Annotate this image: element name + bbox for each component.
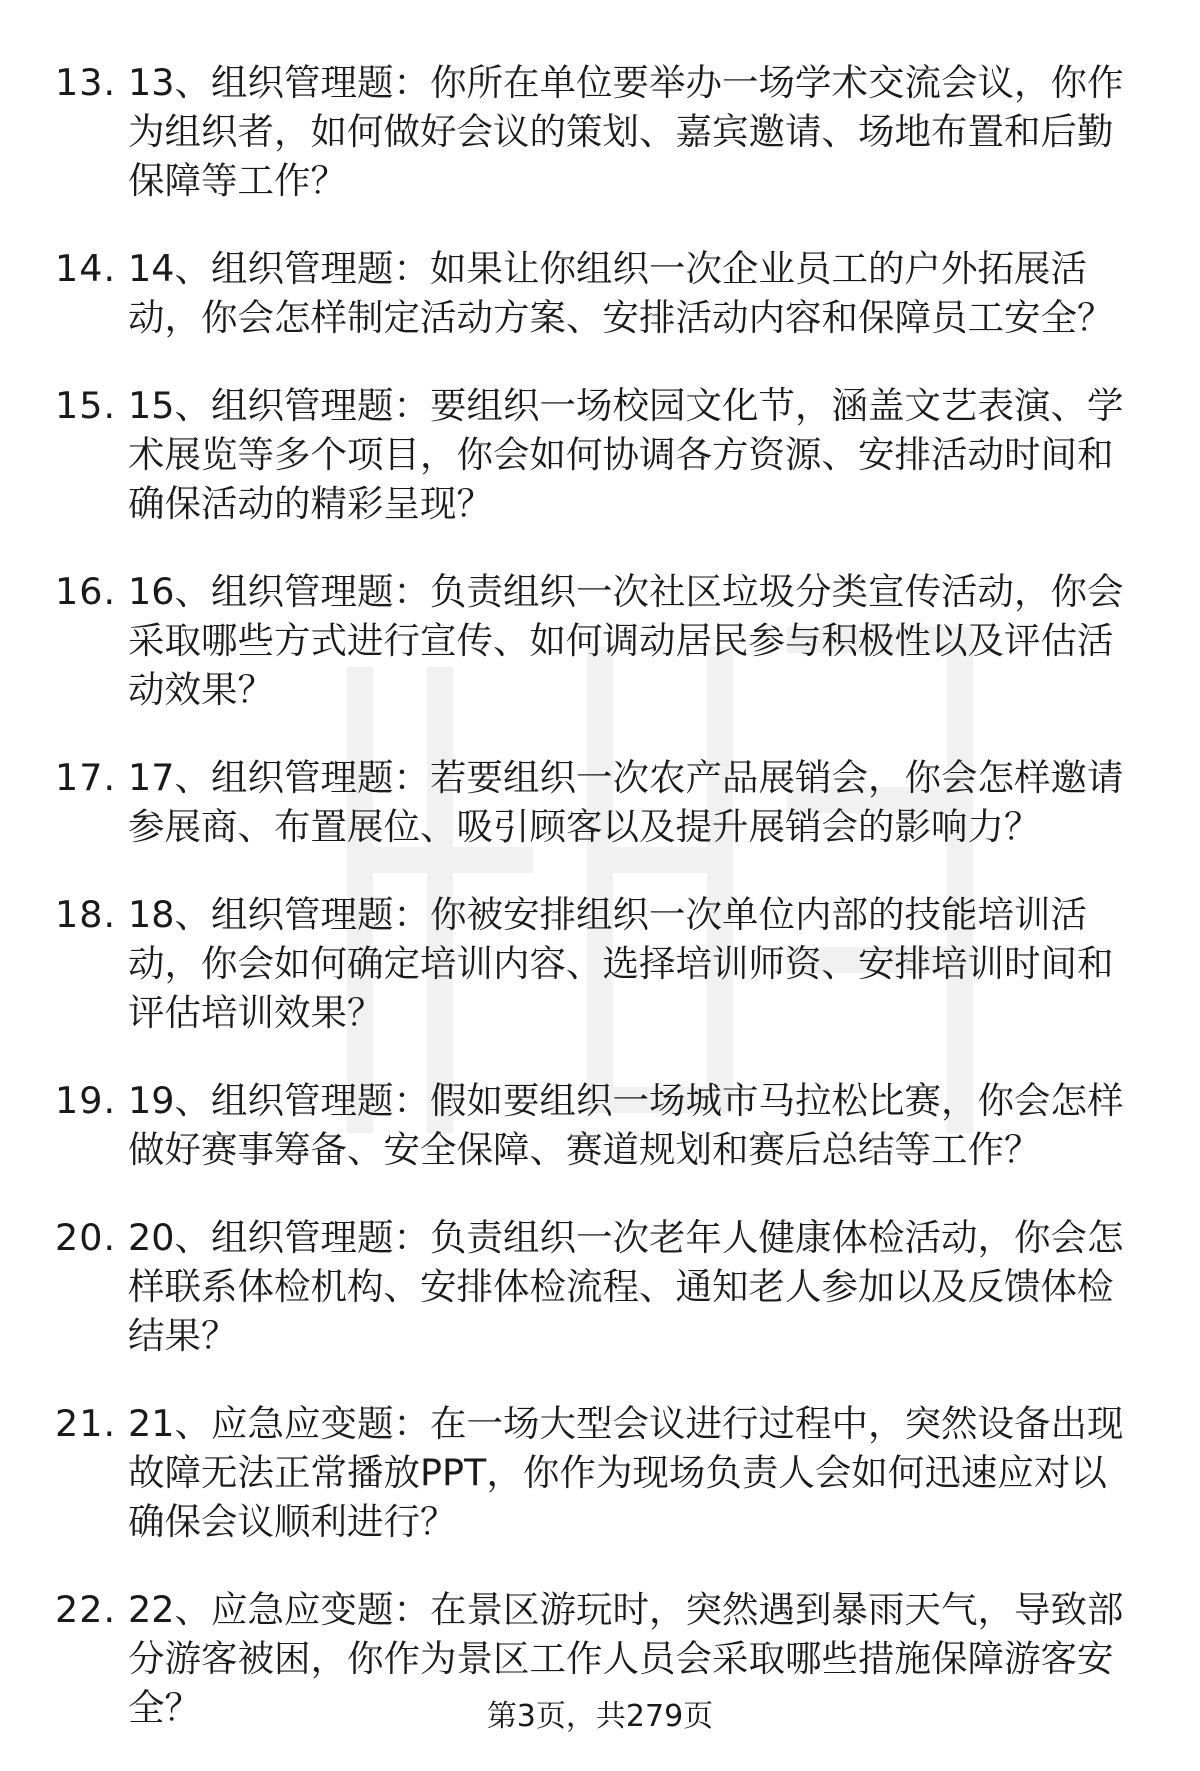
question-item — [0, 244, 1200, 342]
question-number: 22. — [55, 1588, 117, 1631]
question-text: 18、组织管理题：你被安排组织一次单位内部的技能培训活动，你会如何确定培训内容、选择培训师资、安排培训时间和评估培训效果？ — [128, 893, 1114, 1034]
question-text: 14、组织管理题：如果让你组织一次企业员工的户外拓展活动，你会怎样制定活动方案、安排活动内容和保障员工安全？ — [128, 247, 1114, 339]
question-number: 21. — [55, 1402, 117, 1445]
question-number: 16. — [55, 570, 117, 613]
question-item — [0, 890, 1200, 1037]
question-text: 22、应急应变题：在景区游玩时，突然遇到暴雨天气，导致部分游客被困，你作为景区工作人员会采取哪些措施保障游客安全？ — [128, 1588, 1124, 1729]
question-text: 13、组织管理题：你所在单位要举办一场学术交流会议，你作为组织者，如何做好会议的策划、嘉宾邀请、场地布置和后勤保障等工作？ — [128, 61, 1124, 202]
question-item — [0, 1213, 1200, 1360]
question-item — [0, 1399, 1200, 1546]
question-number: 19. — [55, 1079, 117, 1122]
question-item — [0, 1076, 1200, 1174]
question-text: 17、组织管理题：若要组织一次农产品展销会，你会怎样邀请参展商、布置展位、吸引顾客以及提升展销会的影响力？ — [128, 756, 1124, 848]
question-number: 18. — [55, 893, 117, 936]
page-footer: 第3页，共279页 — [486, 1699, 714, 1734]
question-text: 16、组织管理题：负责组织一次社区垃圾分类宣传活动，你会采取哪些方式进行宣传、如何调动居民参与积极性以及评估活动效果？ — [128, 570, 1124, 711]
question-number: 20. — [55, 1216, 117, 1259]
question-number: 13. — [55, 61, 117, 104]
question-item — [0, 58, 1200, 205]
question-text: 20、组织管理题：负责组织一次老年人健康体检活动，你会怎样联系体检机构、安排体检流程、通知老人参加以及反馈体检结果？ — [128, 1216, 1124, 1357]
question-text: 19、组织管理题：假如要组织一场城市马拉松比赛，你会怎样做好赛事筹备、安全保障、赛道规划和赛后总结等工作？ — [128, 1079, 1124, 1171]
question-list — [0, 58, 1200, 1771]
question-item — [0, 753, 1200, 851]
question-number: 15. — [55, 384, 117, 427]
question-item — [0, 381, 1200, 528]
question-text: 15、组织管理题：要组织一场校园文化节，涵盖文艺表演、学术展览等多个项目，你会如何协调各方资源、安排活动时间和确保活动的精彩呈现？ — [128, 384, 1124, 525]
question-item — [0, 567, 1200, 714]
question-number: 14. — [55, 247, 117, 290]
question-text: 21、应急应变题：在一场大型会议进行过程中，突然设备出现故障无法正常播放PPT，你作为现场负责人会如何迅速应对以确保会议顺利进行？ — [128, 1402, 1124, 1543]
question-number: 17. — [55, 756, 117, 799]
